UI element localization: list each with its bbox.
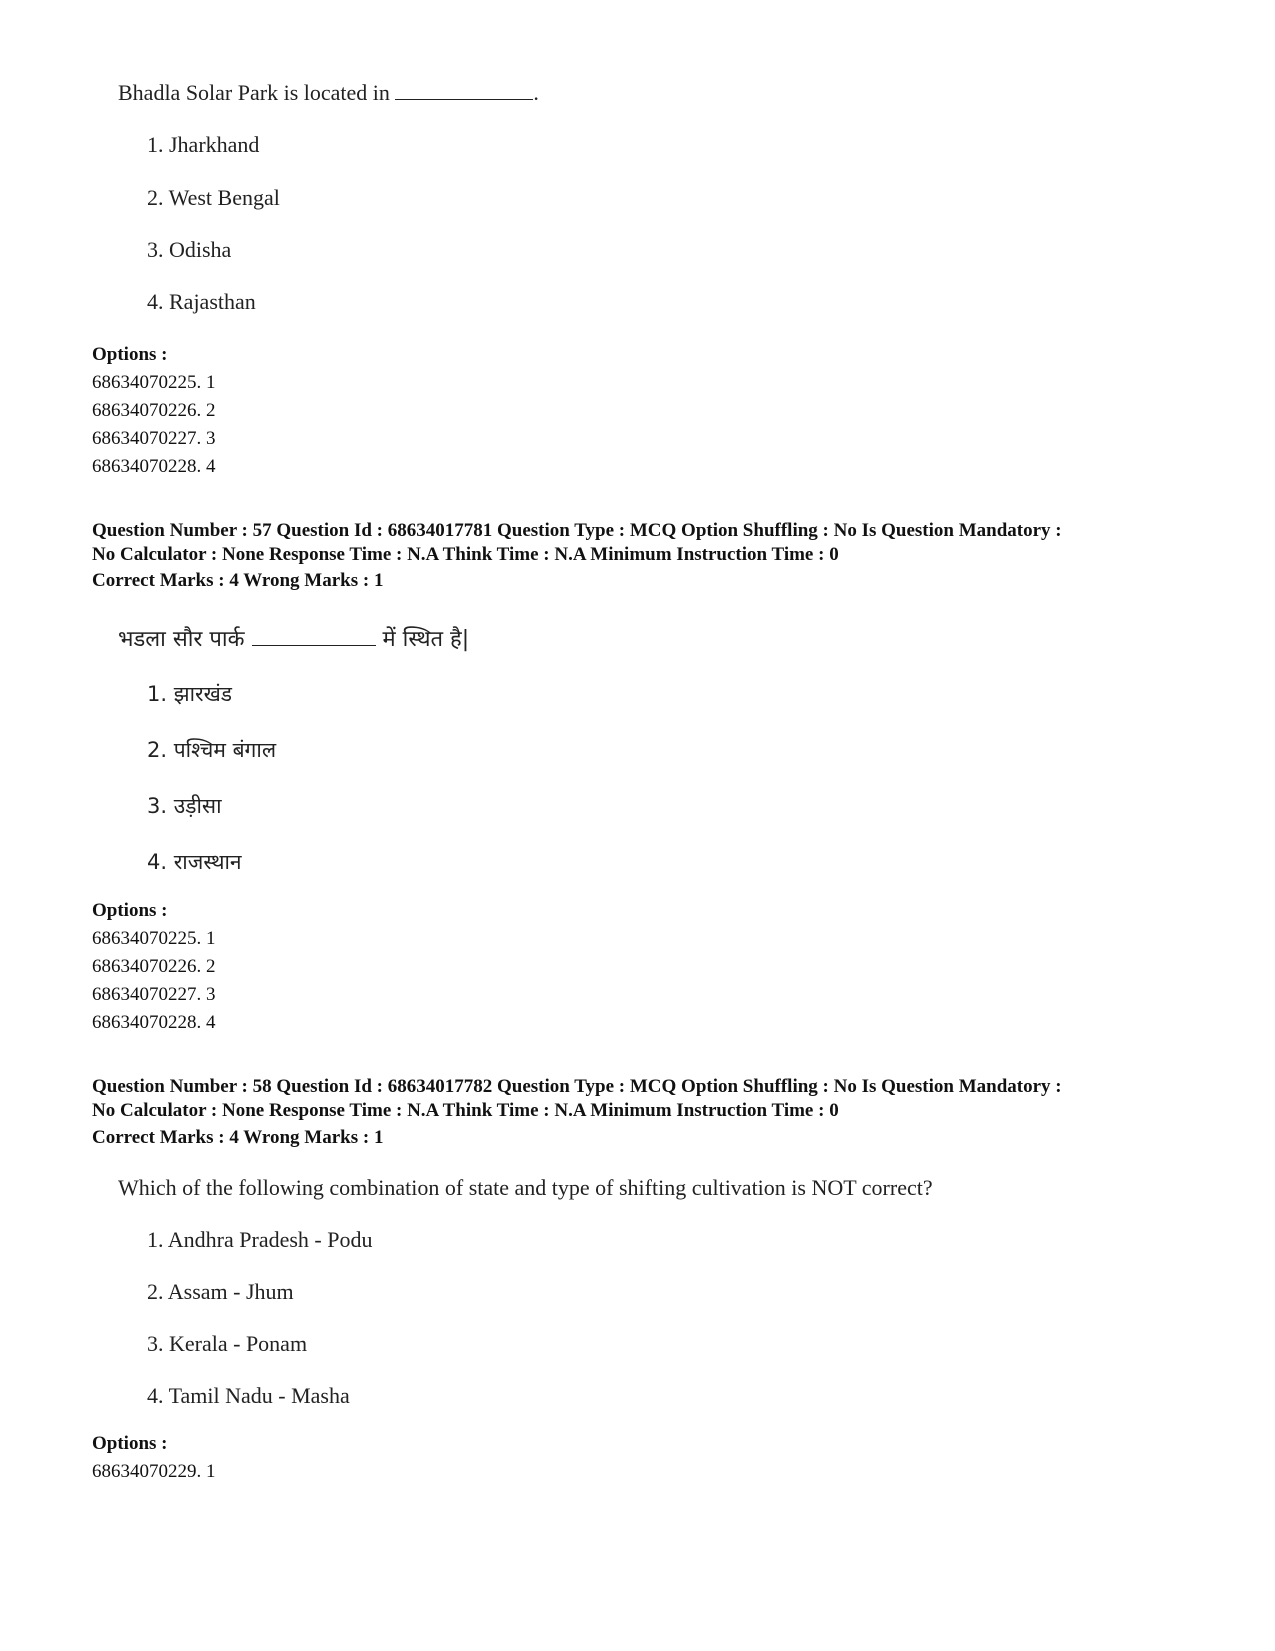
choice-4: 4. राजस्थान xyxy=(147,850,242,874)
choice-4: 4. Tamil Nadu - Masha xyxy=(147,1383,350,1408)
option-line: 68634070226. 2 xyxy=(92,956,216,977)
question-prefix: भडला सौर पार्क xyxy=(118,627,252,652)
choice-3: 3. Odisha xyxy=(147,237,232,262)
choice-3: 3. Kerala - Ponam xyxy=(147,1331,308,1356)
option-line: 68634070225. 1 xyxy=(92,928,216,949)
meta-line-2: No Calculator : None Response Time : N.A Think Time : N.A Minimum Instruction Time : 0 xyxy=(92,1100,839,1121)
option-line: 68634070227. 3 xyxy=(92,428,216,449)
choice-2: 2. पश्चिम बंगाल xyxy=(147,738,277,762)
question-meta xyxy=(92,1075,1212,1123)
question-prefix: Bhadla Solar Park is located in xyxy=(118,80,396,105)
question-meta xyxy=(92,519,1212,567)
question-suffix: . xyxy=(533,80,539,105)
marks-line: Correct Marks : 4 Wrong Marks : 1 xyxy=(92,570,384,591)
choice-4: 4. Rajasthan xyxy=(147,289,256,314)
option-line: 68634070226. 2 xyxy=(92,400,216,421)
choice-2: 2. Assam - Jhum xyxy=(147,1279,294,1304)
question-text: Which of the following combination of state and type of shifting cultivation is NOT correct? xyxy=(118,1175,933,1200)
meta-line-2: No Calculator : None Response Time : N.A Think Time : N.A Minimum Instruction Time : 0 xyxy=(92,544,839,565)
choice-2: 2. West Bengal xyxy=(147,185,280,210)
options-label: Options : xyxy=(92,344,168,365)
option-line: 68634070228. 4 xyxy=(92,1012,216,1033)
option-line: 68634070225. 1 xyxy=(92,372,216,393)
options-label: Options : xyxy=(92,1433,168,1454)
meta-line-1: Question Number : 58 Question Id : 68634017782 Question Type : MCQ Option Shuffling : No Is Question Mandatory : xyxy=(92,1076,1062,1097)
choice-1: 1. Jharkhand xyxy=(147,132,260,157)
question-suffix: में स्थित है| xyxy=(375,627,470,652)
options-label: Options : xyxy=(92,900,168,921)
choice-3: 3. उड़ीसा xyxy=(147,794,222,818)
option-line: 68634070229. 1 xyxy=(92,1461,216,1482)
choice-1: 1. Andhra Pradesh - Podu xyxy=(147,1227,373,1252)
choice-1: 1. झारखंड xyxy=(147,682,233,706)
question-text xyxy=(118,623,469,653)
meta-line-1: Question Number : 57 Question Id : 68634017781 Question Type : MCQ Option Shuffling : No Is Question Mandatory : xyxy=(92,520,1062,541)
marks-line: Correct Marks : 4 Wrong Marks : 1 xyxy=(92,1127,384,1148)
option-line: 68634070228. 4 xyxy=(92,456,216,477)
answer-blank xyxy=(252,627,376,646)
question-text xyxy=(118,80,539,106)
answer-blank xyxy=(395,81,533,100)
option-line: 68634070227. 3 xyxy=(92,984,216,1005)
